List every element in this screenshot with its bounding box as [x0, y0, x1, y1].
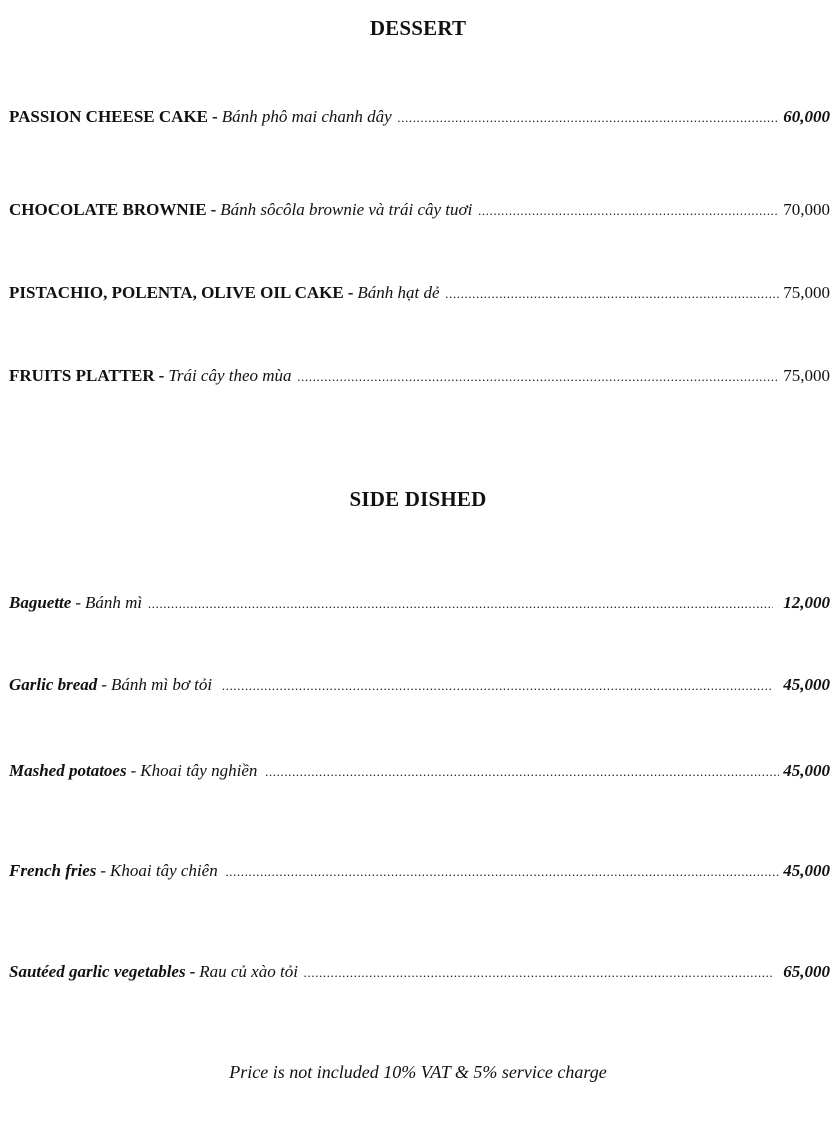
item-name-en: French fries: [9, 861, 97, 880]
menu-item: [9, 593, 830, 615]
item-price: 12,000: [783, 593, 830, 612]
item-name-en: CHOCOLATE BROWNIE: [9, 200, 207, 219]
menu-item: [9, 200, 830, 222]
item-separator: -: [158, 366, 165, 385]
item-separator: -: [212, 107, 218, 126]
dot-leader: [222, 678, 773, 694]
item-name-vi: Khoai tây nghiền: [140, 761, 258, 780]
item-price: 65,000: [783, 962, 830, 981]
dot-leader: [298, 369, 780, 385]
section-title-dessert: DESSERT: [369, 16, 467, 40]
dot-leader: [398, 110, 780, 126]
dot-leader: [265, 764, 779, 780]
item-separator: -: [130, 761, 137, 780]
item-name-en: PASSION CHEESE CAKE: [9, 107, 209, 126]
dot-leader: [148, 596, 773, 612]
price-footnote: Price is not included 10% VAT & 5% service charge: [229, 1062, 607, 1082]
item-name-vi: Bánh hạt dẻ: [357, 283, 440, 302]
item-name-vi: Bánh mì bơ tỏi: [110, 675, 213, 694]
item-price: 60,000: [783, 107, 830, 126]
item-separator: -: [189, 962, 196, 981]
item-separator: -: [347, 283, 354, 302]
menu-item: [9, 761, 830, 783]
menu-item: [9, 962, 830, 984]
menu-item: [9, 366, 830, 388]
section-title-side-dishes: SIDE DISHED: [349, 487, 487, 511]
item-separator: -: [210, 200, 217, 219]
item-name-en: PISTACHIO, POLENTA, OLIVE OIL CAKE: [9, 283, 344, 302]
item-name-vi: Bánh phô mai chanh dây: [221, 107, 392, 126]
item-name-vi: Trái cây theo mùa: [168, 366, 292, 385]
dot-leader: [446, 286, 780, 302]
dot-leader: [478, 203, 779, 219]
item-separator: -: [101, 675, 107, 694]
item-name-vi: Khoai tây chiên: [110, 861, 218, 880]
item-name-en: Garlic bread: [9, 675, 98, 694]
item-price: 75,000: [783, 283, 830, 302]
item-separator: -: [75, 593, 82, 612]
menu-item: [9, 107, 830, 129]
item-name-en: Baguette: [9, 593, 72, 612]
item-name-vi: Rau củ xào tỏi: [199, 962, 298, 981]
dot-leader: [226, 864, 780, 880]
item-price: 70,000: [783, 200, 830, 219]
item-price: 45,000: [783, 675, 830, 694]
item-separator: -: [100, 861, 107, 880]
menu-item: [9, 861, 830, 883]
menu-item: [9, 675, 830, 697]
item-name-en: Mashed potatoes: [9, 761, 127, 780]
item-name-vi: Bánh mì: [85, 593, 143, 612]
item-name-vi: Bánh sôcôla brownie và trái cây tuơi: [220, 200, 473, 219]
item-price: 75,000: [783, 366, 830, 385]
dot-leader: [304, 965, 773, 981]
item-price: 45,000: [783, 861, 830, 880]
item-name-en: FRUITS PLATTER: [9, 366, 155, 385]
item-price: 45,000: [783, 761, 830, 780]
item-name-en: Sautéed garlic vegetables: [9, 962, 186, 981]
menu-item: [9, 283, 830, 305]
